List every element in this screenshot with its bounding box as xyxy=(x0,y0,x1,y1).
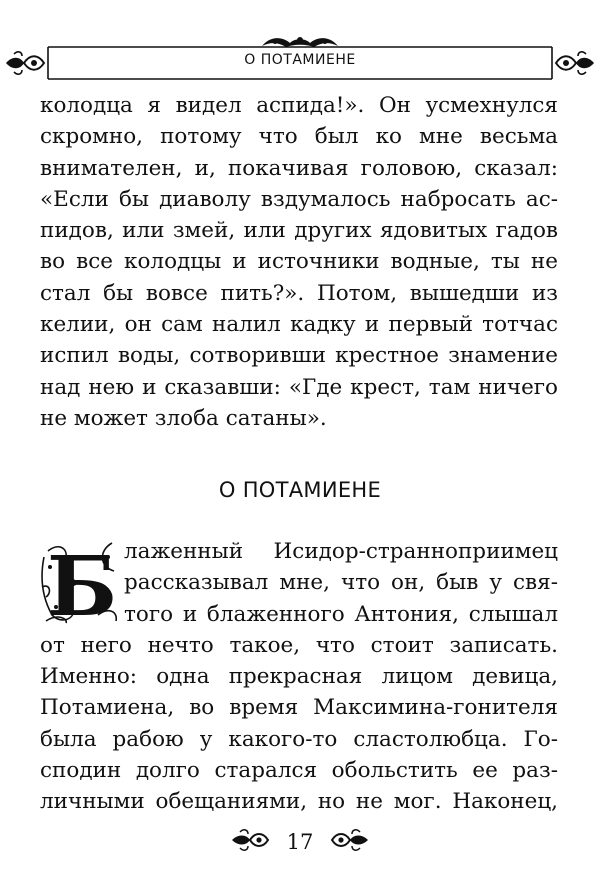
dropcap-letter: Б xyxy=(46,539,118,625)
paragraph-potamiena xyxy=(40,536,558,818)
running-title: О ПОТАМИЕНЕ xyxy=(244,52,356,68)
paragraph-continued xyxy=(40,90,558,434)
text-line: стал бы вовсе пить?». Потом, вышедши из xyxy=(40,280,558,306)
text-line: во все колодцы и источники водные, ты не xyxy=(40,249,558,275)
text-line: сподин долго старался обольстить ее раз- xyxy=(40,758,558,784)
text-line: келии, он сам налил кадку и первый тотчас xyxy=(40,312,558,338)
text-line: была рабою у какого-то сластолюбца. Го- xyxy=(40,726,558,752)
text-line: испил воды, сотворивши крестное знамение xyxy=(40,343,558,369)
section-heading: О ПОТАМИЕНЕ xyxy=(218,478,382,502)
text-line: от него нечто такое, что стоит записать. xyxy=(40,632,558,658)
running-header xyxy=(0,30,600,92)
text-line: «Если бы диаволу вздумалось набросать ас- xyxy=(40,186,558,212)
text-line: внимателен, и, покачивая головою, сказал: xyxy=(40,155,558,181)
text-line: того и блаженного Антония, слышал xyxy=(124,601,558,627)
text-line: не может злоба сатаны». xyxy=(40,405,327,431)
text-line: над нею и сказавши: «Где крест, там ничего xyxy=(40,374,558,400)
text-line: скромно, потому что был ко мне весьма xyxy=(40,124,558,150)
page-footer xyxy=(0,822,600,858)
text-line: лаженный Исидор-странноприимец xyxy=(124,539,558,564)
text-line: Именно: одна прекрасная лицом девица, xyxy=(40,664,558,690)
text-line: рассказывал мне, что он, быв у свя- xyxy=(124,570,558,596)
text-line: пидов, или змей, или других ядовитых гадов xyxy=(40,218,558,244)
text-line: личными обещаниями, но не мог. Наконец, xyxy=(40,789,558,815)
text-line: колодца я видел аспида!». Он усмехнулся xyxy=(40,93,558,118)
page-number: 17 xyxy=(286,830,314,854)
text-line: Потамиена, во время Максимина-гонителя xyxy=(40,695,558,721)
